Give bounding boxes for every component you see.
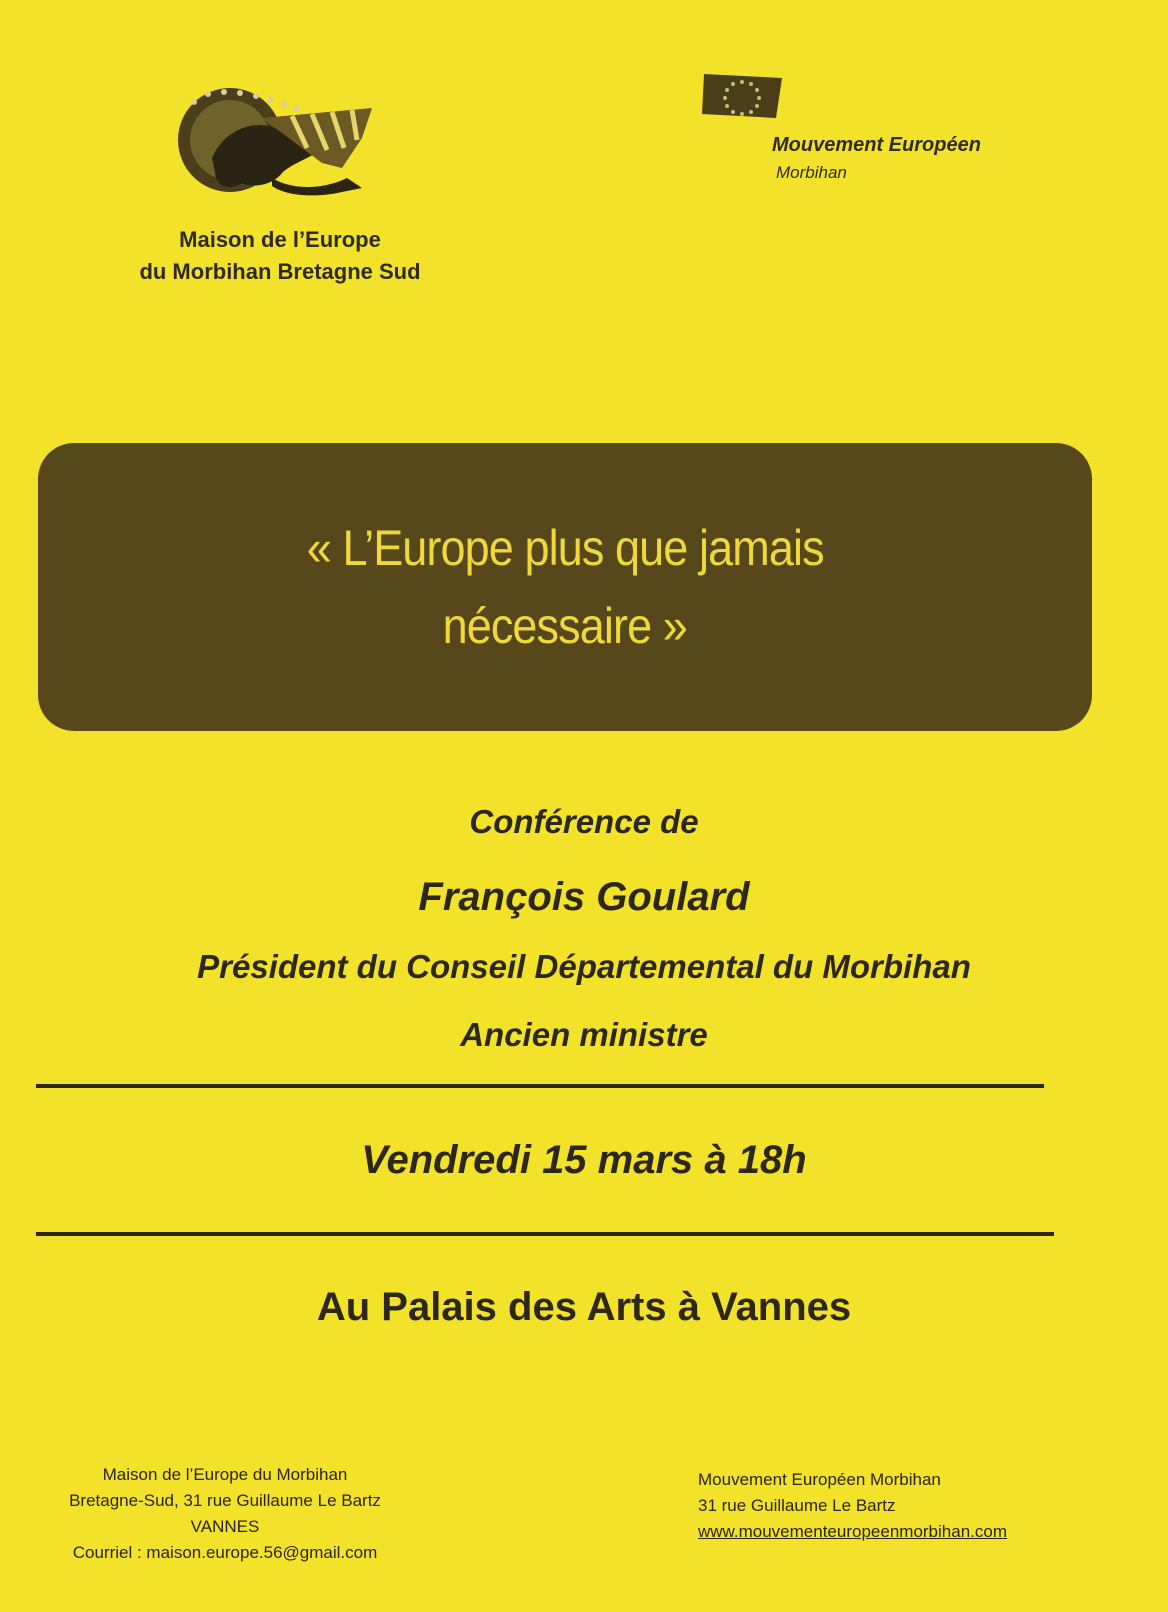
left-org-line1: Maison de l’Europe	[179, 227, 381, 252]
right-organization-name: Mouvement Européen	[772, 134, 981, 156]
speaker-former-role: Ancien ministre	[460, 1016, 708, 1053]
conference-intro: Conférence de	[469, 803, 699, 840]
right-organization-subtitle: Morbihan	[776, 163, 847, 182]
divider-top	[36, 1084, 1044, 1088]
title-box	[38, 443, 1092, 731]
event-date: Vendredi 15 mars à 18h	[361, 1138, 807, 1182]
speaker-name: François Goulard	[418, 875, 750, 919]
maison-europe-logo-icon	[172, 78, 392, 206]
footer-left-line3: VANNES	[190, 1517, 260, 1536]
footer-website-link[interactable]: www.mouvementeuropeenmorbihan.com	[698, 1522, 1007, 1541]
footer-left-line1: Maison de l’Europe du Morbihan	[102, 1465, 348, 1484]
title-line-2: nécessaire »	[442, 598, 688, 654]
left-org-line2: du Morbihan Bretagne Sud	[139, 259, 421, 284]
speaker-role: Président du Conseil Départemental du Morbihan	[197, 948, 971, 985]
event-place: Au Palais des Arts à Vannes	[316, 1285, 852, 1329]
footer-left-address	[20, 1462, 430, 1566]
eu-flag-icon	[702, 70, 784, 122]
footer-left-email: Courriel : maison.europe.56@gmail.com	[72, 1543, 378, 1562]
footer-right-line1: Mouvement Européen Morbihan	[698, 1470, 941, 1489]
left-organization-name	[100, 224, 460, 288]
divider-bottom	[36, 1232, 1054, 1236]
footer-right-address	[698, 1467, 1007, 1545]
footer-right-line2: 31 rue Guillaume Le Bartz	[698, 1496, 896, 1515]
footer-left-line2: Bretagne-Sud, 31 rue Guillaume Le Bartz	[69, 1491, 381, 1510]
title-line-1: « L’Europe plus que jamais	[306, 520, 824, 576]
